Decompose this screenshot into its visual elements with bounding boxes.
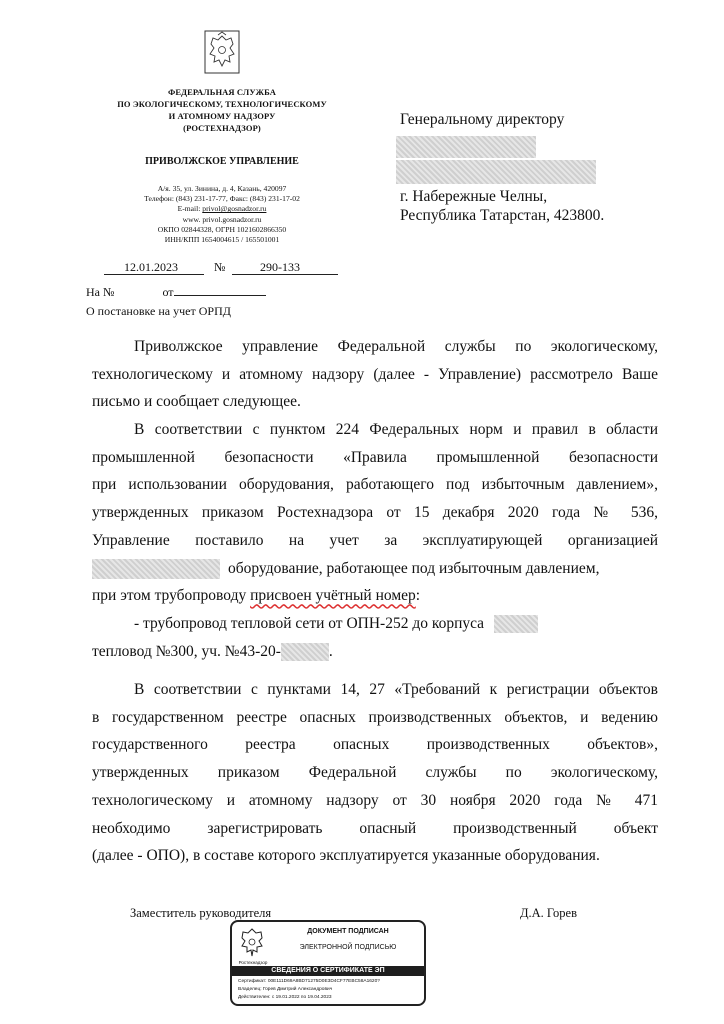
- body-line: письмо и сообщает следующее.: [92, 393, 301, 411]
- agency-line: ПО ЭКОЛОГИЧЕСКОМУ, ТЕХНОЛОГИЧЕСКОМУ: [117, 99, 327, 109]
- redacted-building: [494, 615, 538, 633]
- stamp-title-1: ДОКУМЕНТ ПОДПИСАН: [307, 928, 389, 935]
- body-line: промышленной безопасности «Правила промышленной безопасности: [92, 448, 658, 466]
- sender-agency: [112, 86, 332, 134]
- ref-from: от: [162, 285, 174, 299]
- redacted-recipient-company: [396, 160, 596, 184]
- signatory-position: Заместитель руководителя: [130, 906, 272, 920]
- redacted-organization: [92, 559, 220, 579]
- sender-website: www. privol.gosnadzor.ru: [182, 214, 262, 224]
- stamp-certificate: Сертификат: 00E111D69A8BD71275D0E3D4CF77EBC58A1620?: [238, 979, 380, 984]
- body-line: утвержденных приказом Ростехнадзора от 15 декабря 2020 года № 536,: [92, 504, 658, 522]
- body-text: .: [328, 642, 333, 660]
- pipeline-item-line-2: [92, 638, 658, 666]
- body-line: технологическому и атомному надзору от 30 ноября 2020 года № 471: [92, 791, 658, 809]
- body-paragraph-2: [92, 416, 658, 665]
- reference-line: [86, 285, 266, 300]
- registration-date: 12.01.2023: [124, 260, 178, 274]
- ref-label: На №: [86, 285, 115, 299]
- pipeline-item-line-1: [92, 610, 658, 638]
- redacted-number: [281, 643, 329, 661]
- branch-name: ПРИВОЛЖСКОЕ УПРАВЛЕНИЕ: [145, 156, 299, 167]
- sender-contacts: [112, 184, 332, 245]
- rostekhnadzor-emblem-icon: [238, 926, 266, 960]
- body-line-account: [92, 582, 658, 610]
- registration-number: 290-133: [260, 260, 300, 274]
- body-line: государственного реестра опасных производственных объектов»,: [92, 736, 658, 754]
- redacted-recipient-name: [396, 136, 536, 158]
- stamp-certificate-bar: СВЕДЕНИЯ О СЕРТИФИКАТЕ ЭП: [232, 966, 424, 976]
- stamp-title-2: ЭЛЕКТРОННОЙ ПОДПИСЬЮ: [299, 944, 397, 951]
- body-paragraph-3: [92, 676, 658, 870]
- signatory-name: Д.А. Горев: [520, 906, 578, 920]
- body-text: - трубопровод тепловой сети от ОПН-252 до корпуса: [134, 614, 485, 632]
- date-underline: [104, 274, 204, 275]
- email-link[interactable]: privol@gosnadzor.ru: [202, 204, 267, 214]
- body-text: тепловод №300, уч. №43-20-: [92, 642, 281, 660]
- body-line: технологическому и атомному надзору (далее - Управление) рассмотрело Ваше: [92, 365, 658, 383]
- sender-okpo: ОКПО 02844328, ОГРН 1021602866350: [157, 224, 287, 234]
- stamp-valid: Действителен: с 19.01.2022 по 19.04.2023: [238, 995, 332, 1000]
- agency-line: (РОСТЕХНАДЗОР): [183, 123, 261, 133]
- body-line: утвержденных приказом Федеральной службы по экологическому,: [92, 764, 658, 782]
- recipient-title: Генеральному директору: [400, 111, 565, 128]
- body-line: Управление поставило на учет за эксплуатирующей организацией: [92, 531, 658, 549]
- body-text: при этом трубопроводу: [92, 587, 251, 605]
- body-line: в государственном реестре опасных производственных объектов, и ведению: [92, 708, 658, 726]
- recipient-city: г. Набережные Челны,: [400, 188, 548, 205]
- body-line: Приволжское управление Федеральной службы по экологическому,: [134, 338, 658, 355]
- stamp-brand: Ростехнадзор: [238, 960, 268, 965]
- recipient-region: Республика Татарстан, 423800.: [400, 207, 605, 224]
- body-line: необходимо зарегистрировать опасный производственный объект: [92, 819, 658, 837]
- agency-line: ФЕДЕРАЛЬНАЯ СЛУЖБА: [167, 87, 277, 97]
- sender-phone: Телефон: (843) 231-17-77, Факс: (843) 231-17-02: [144, 194, 300, 204]
- registration-number-sign: №: [214, 260, 226, 274]
- body-text: :: [415, 587, 421, 605]
- sender-email-row: [112, 204, 332, 214]
- sender-inn: ИНН/КПП 1654004615 / 165501001: [164, 235, 280, 245]
- sender-address: А/я. 35, ул. Зинина, д. 4, Казань, 420097: [157, 184, 287, 193]
- coat-of-arms-emblem: [204, 30, 240, 74]
- stamp-owner: Владелец: Горев Дмитрий Александрович: [238, 987, 333, 992]
- electronic-signature-stamp: [230, 920, 426, 1006]
- body-line: (далее - ОПО), в составе которого эксплуатируется указанные оборудования.: [92, 847, 600, 865]
- body-line: оборудование, работающее под избыточным давлением,: [228, 559, 600, 577]
- body-line: при использовании оборудования, работающего под избыточным давлением»,: [92, 476, 658, 494]
- body-line: В соответствии с пунктами 14, 27 «Требований к регистрации объектов: [134, 681, 658, 698]
- body-paragraph-1: [92, 333, 658, 416]
- body-line-redacted-org: [92, 555, 658, 583]
- agency-line: И АТОМНОМУ НАДЗОРУ: [168, 111, 276, 121]
- body-line: В соответствии с пунктом 224 Федеральных норм и правил в области: [134, 421, 658, 438]
- letter-subject: О постановке на учет ОРПД: [86, 304, 231, 318]
- email-label: E-mail:: [177, 204, 203, 214]
- spellcheck-underlined-text: присвоен учётный номер: [250, 587, 416, 605]
- number-underline: [232, 274, 338, 275]
